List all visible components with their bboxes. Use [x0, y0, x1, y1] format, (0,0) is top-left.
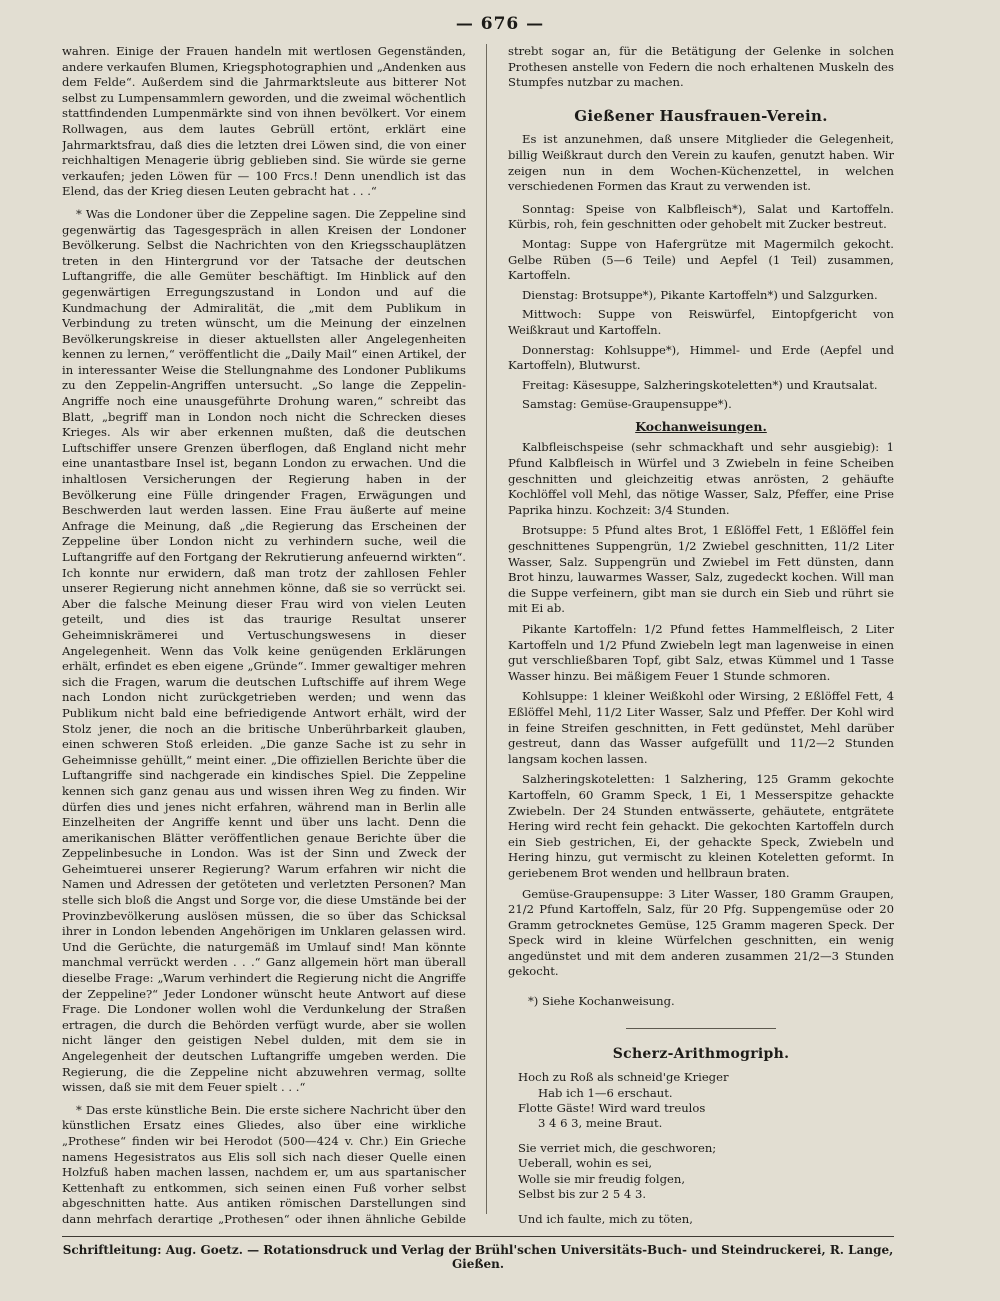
- recipe: Brotsuppe: 5 Pfund altes Brot, 1 Eßlöffel Fett, 1 Eßlöffel fein geschnittenes Suppengrün, 1/2 Zwiebel geschnitten, 11/2 Liter Wasser, Salz. Suppengrün und Zwiebel im Fett dünsten, dann Brot hinzu, lauwarmes Wasser, Salz, zugedeckt kochen. Will man die Suppe verfeinern, gibt man sie durch ein Sieb und rührt sie mit Ei ab.: [508, 523, 894, 616]
- recipes-heading: Kochanweisungen.: [635, 418, 767, 434]
- recipes-list: [508, 440, 894, 980]
- poem-line: Sie verriet mich, die geschworen;: [518, 1140, 717, 1155]
- recipe: Gemüse-Graupensuppe: 3 Liter Wasser, 180 Gramm Graupen, 21/2 Pfund Kartoffeln, Salz, für 20 Pfg. Suppengemüse oder 20 Gramm getrocknetes Gemüse, 125 Gramm mageren Speck. Der Speck wird in kleine Würfelchen geschnitten, ein wenig angedünstet und mit dem anderen zusammen 21/2—3 Stunden gekocht.: [508, 886, 894, 979]
- housewives-intro: Es ist anzunehmen, daß unsere Mitglieder die Gelegenheit, billig Weißkraut durch den Verein zu kaufen, genutzt haben. Wir zeigen nun in dem Wochen-Küchenzettel, in welchen verschiedenen Formen das Kraut zu verwenden ist.: [508, 132, 894, 194]
- column-divider: [486, 44, 487, 1214]
- housewives-heading: Gießener Hausfrauen-Verein.: [574, 106, 828, 125]
- poem-line: Flotte Gäste! Wird ward treulos: [518, 1101, 706, 1116]
- recipe: Kohlsuppe: 1 kleiner Weißkohl oder Wirsing, 2 Eßlöffel Fett, 4 Eßlöffel Mehl, 11/2 Liter Wasser, Salz und Pfeffer. Der Kohl wird in feine Streifen geschnitten, in Fett gedünstet, Mehl darüber gestreut, dann das Wasser aufgefüllt und 11/2—2 Stunden langsam kochen lassen.: [508, 689, 894, 766]
- recipe: Pikante Kartoffeln: 1/2 Pfund fettes Hammelfleisch, 2 Liter Kartoffeln und 1/2 Pfund Zwiebeln legt man lagenweise in einen gut verschließbaren Topf, gibt Salz, etwas Kümmel und 1 Tasse Wasser hinzu. Bei mäßigem Feuer 1 Stunde schmoren.: [508, 622, 894, 683]
- menu-day: Freitag: Käsesuppe, Salzheringskoteletten*) und Krautsalat.: [522, 377, 878, 392]
- menu-day: Samstag: Gemüse-Graupensuppe*).: [522, 397, 732, 412]
- weekly-menu: [508, 202, 894, 413]
- poem-stanza: [518, 1070, 894, 1132]
- poem-line: Ueberall, wohin es sei,: [518, 1156, 653, 1171]
- poem-line: Und ich faulte, mich zu töten,: [518, 1211, 693, 1224]
- footnote: *) Siehe Kochanweisung.: [528, 994, 675, 1009]
- article-paris-continued: wahren. Einige der Frauen handeln mit wertlosen Gegenständen, andere verkaufen Blumen, Kriegsphotographien und „Andenken aus dem Felde“. Außerdem sind die Jahrmarktsleute aus bitterer Not selbst zu Lumpensammlern geworden, und die zweimal wöchentlich stattfindenden Lumpenmärkte sind von ihnen bevölkert. Vor einem Rollwagen, aus dem lautes Gebrüll ertönt, erklärt eine Jahrmarktsfrau, daß dies die letzten drei Löwen sind, die von einer reichhaltigen Menagerie übrig geblieben sind. Sie würde sie gerne verkaufen; jeden Löwen für — 100 Frcs.! Denn unendlich ist das Elend, das der Krieg diesen Leuten gebracht hat . . .“: [62, 44, 466, 199]
- recipe: Kalbfleischspeise (sehr schmackhaft und sehr ausgiebig): 1 Pfund Kalbfleisch in Würfel und 3 Zwiebeln in feine Scheiben geschnitten und gleichzeitig etwas anrösten, 2 gehäufte Kochlöffel voll Mehl, das nötige Wasser, Salz, Pfeffer, eine Prise Paprika hinzu. Kochzeit: 3/4 Stunden.: [508, 440, 894, 517]
- poem-stanza: [518, 1212, 894, 1225]
- imprint-footer: Schriftleitung: Aug. Goetz. — Rotationsdruck und Verlag der Brühl'schen Universitäts-Buch- und Steindruckerei, R. Lange, Gießen.: [62, 1236, 894, 1271]
- page-number: — 676 —: [455, 14, 545, 34]
- section-separator: [626, 1028, 776, 1029]
- recipe: Salzheringskoteletten: 1 Salzhering, 125 Gramm gekochte Kartoffeln, 60 Gramm Speck, 1 Ei, 1 Messerspitze gehackte Zwiebeln. Der 24 Stunden entwässerte, gehäutete, entgrätete Hering wird recht fein gehackt. Die gekochten Kartoffeln durch ein Sieb gestrichen, Ei, der gehackte Speck, Zwiebeln und Hering hinzu, gut vermischt zu kleinen Koteletten geformt. In geriebenem Brot wenden und hellbraun braten.: [508, 772, 894, 880]
- poem-line: Hoch zu Roß als schneid'ge Krieger: [518, 1070, 729, 1085]
- artificial-leg-continued: strebt sogar an, für die Betätigung der Gelenke in solchen Prothesen anstelle von Federn die noch erhaltenen Muskeln des Stumpfes nutzbar zu machen.: [508, 44, 894, 90]
- menu-day: Donnerstag: Kohlsuppe*), Himmel- und Erde (Aepfel und Kartoffeln), Blutwurst.: [508, 342, 894, 373]
- article-artificial-leg: * Das erste künstliche Bein. Die erste sichere Nachricht über den künstlichen Ersatz eines Gliedes, also über eine wirkliche „Prothese“ finden wir bei Herodot (500—424 v. Chr.) Ein Grieche namens Hegesistratos aus Elis soll sich nach dieser Quelle einen Holzfuß haben machen lassen, nachdem er, um aus spartanischer Kettenhaft zu entkommen, sich seinen einen Fuß vorher selbst abgeschnitten hatte. Aus antiken römischen Darstellungen sind dann mehrfach derartige „Prothesen“ oder ihnen ähnliche Gebilde: [62, 1102, 466, 1224]
- article-london-zeppelins: * Was die Londoner über die Zeppeline sagen. Die Zeppeline sind gegenwärtig das Tagesgespräch in allen Kreisen der Londoner Bevölkerung. Selbst die Nachrichten von den Kriegsschauplätzen treten in den Hintergrund vor der Tatsache der deutschen Luftangriffe, die alle Gemüter beschäftigt. Im Hinblick auf den gegenwärtigen Erregungszustand in London und auf die Kundmachung der Admiralität, die „mit dem Publikum in Verbindung zu treten wünscht, um die Meinung der einzelnen Bevölkerungskreise in dieser aktuellsten aller Angelegenheiten kennen zu lernen,“ veröffentlicht die „Daily Mail“ einen Artikel, der in interessanter Weise die Stellungnahme des Londoner Publikums zu den Zeppelin-Angriffen untersucht. „So lange die Zeppelin-Angriffe noch eine unausgeführte Drohung waren,“ schreibt das Blatt, „begriff man in London noch nicht die Schrecken dieses Krieges. Als wir aber erkennen mußten, daß die deutschen Luftschiffer unsere Grenzen überflogen, daß England nicht mehr eine unantastbare Insel ist, begann London zu erwachen. Und die inhaltlosen Versicherungen der Regierung haben in der Bevölkerung eine Fülle dringender Fragen, Erwägungen und Beschwerden laut werden lassen. Eine Frau äußerte auf meine Anfrage die Meinung, daß „die Regierung das Erscheinen der Zeppeline über London nicht zu verhindern suche, weil die Luftangriffe auf den Fortgang der Rekrutierung anfeuernd wirkten“. Ich konnte nur erwidern, daß man trotz der zahllosen Fehler unserer Regierung nicht annehmen könne, daß sie so verrückt sei. Aber die falsche Meinung dieser Frau wird von vielen Leuten geteilt, und dies ist das traurige Resultat unserer Geheimniskrämerei und Vertuschungswesens in dieser Angelegenheit. Wenn das Volk keine genügenden Erklärungen erhält, erfindet es eben eigene „Gründe“. Immer gewaltiger mehren sich die Fragen, warum die deutschen Luftschiffe auf ihrem Wege nach London nicht zurückgetrieben werden; und wenn das Publikum nicht bald eine befriedigende Antwort erhält, wird der Stolz jener, die noch an die britische Unberührbarkeit glauben, einen schweren Stoß erleiden. „Die ganze Sache ist zu sehr in Geheimnisse gehüllt,“ meint einer. „Die offiziellen Berichte über die Luftangriffe sind nachgerade ein kindisches Spiel. Die Zeppeline kennen sich ganz genau aus und wissen ihren Weg zu finden. Wir dürfen dies und jenes nicht erfahren, während man in Berlin alle Einzelheiten der Angriffe kennt und über uns lacht. Denn die amerikanischen Blätter veröffentlichen genaue Berichte über die Zeppelinbesuche in London. Was ist der Sinn und Zweck der Geheimtuerei unserer Regierung? Warum erfahren wir nicht die Namen und Adressen der getöteten und verletzten Personen? Man stelle sich bloß die Angst und Sorge vor, die diese Umstände bei der Provinzbevölkerung auslösen müssen, die so über das Schicksal ihrer in London lebenden Angehörigen im Unklaren gelassen wird. Und die Gerüchte, die naturgemäß im Umlauf sind! Man könnte manchmal verrückt werden . . .“ Ganz allgemein hört man überall dieselbe Frage: „Warum verhindert die Regierung nicht die Angriffe der Zeppeline?“ Jeder Londoner wünscht heute Antwort auf diese Frage. Die Londoner wollen wohl die Verdunkelung der Straßen ertragen, die durch die Behörden verfügt wurde, aber sie wollen nicht länger den geistigen Nebel dulden, mit dem sie in Angelegenheit der deutschen Luftangriffe umgeben werden. Die Regierung, die die Zeppeline nicht abzuwehren vermag, sollte wissen, daß sie mit dem Feuer spielt . . .“: [62, 206, 466, 1095]
- poem-line: Wolle sie mir freudig folgen,: [518, 1171, 686, 1186]
- poem-line: Selbst bis zur 2 5 4 3.: [518, 1187, 647, 1202]
- poem-stanza: [518, 1141, 894, 1203]
- menu-day: Mittwoch: Suppe von Reiswürfel, Eintopfgericht von Weißkraut und Kartoffeln.: [508, 307, 894, 337]
- menu-day: Dienstag: Brotsuppe*), Pikante Kartoffeln*) und Salzgurken.: [522, 287, 878, 302]
- menu-day: Montag: Suppe von Hafergrütze mit Magermilch gekocht. Gelbe Rüben (5—6 Teile) und Aepfel (1 Teil) zusammen, Kartoffeln.: [508, 236, 894, 283]
- poem-line: Hab ich 1—6 erschaut.: [538, 1085, 673, 1100]
- poem-line: 3 4 6 3, meine Braut.: [538, 1116, 663, 1131]
- riddle-heading: Scherz-Arithmogriph.: [612, 1045, 790, 1062]
- left-column: [62, 44, 466, 1224]
- riddle-poem: [518, 1070, 894, 1224]
- right-column: [508, 44, 894, 1224]
- menu-day: Sonntag: Speise von Kalbfleisch*), Salat und Kartoffeln. Kürbis, roh, fein geschnitten oder gehobelt mit Zucker bestreut.: [508, 201, 894, 232]
